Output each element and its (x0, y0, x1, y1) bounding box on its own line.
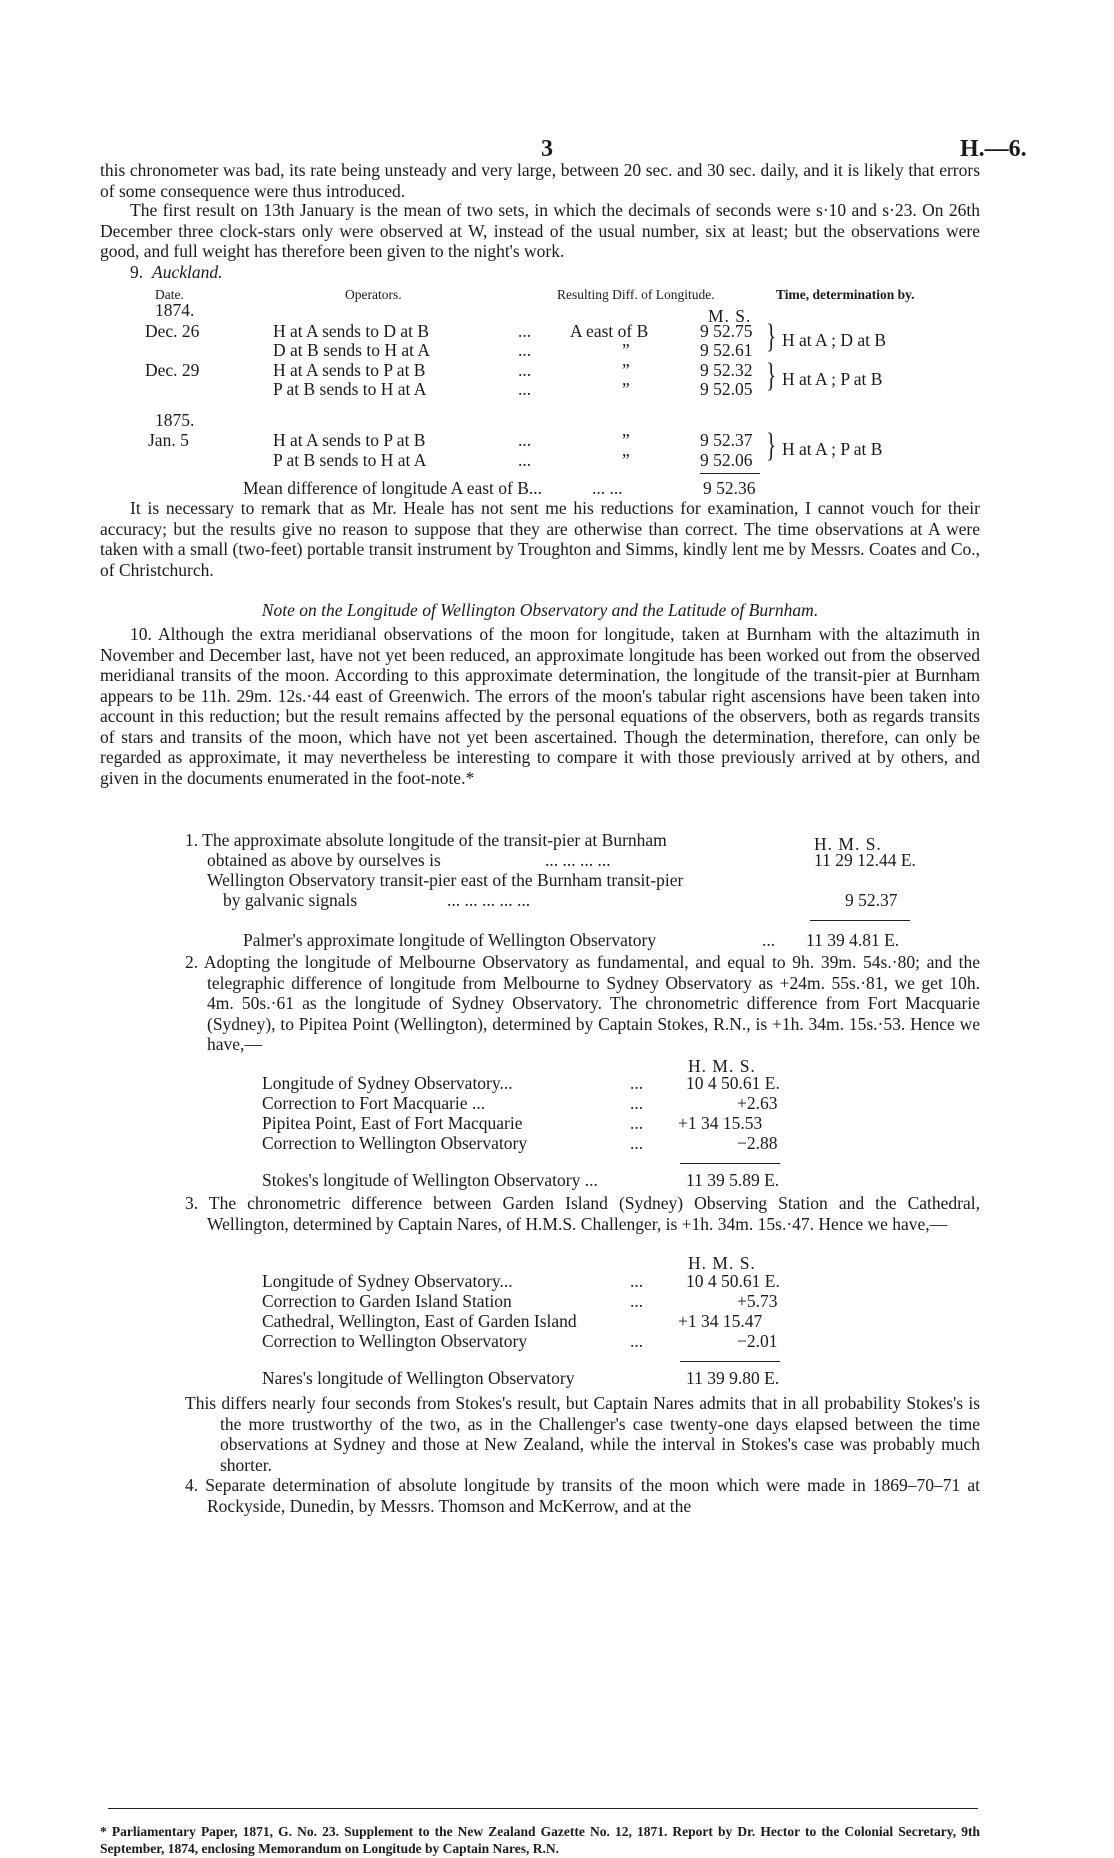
item-1-line: 1. The approximate absolute longitude of the transit-pier at Burnham (185, 830, 667, 850)
row-direction: ” (622, 430, 630, 450)
hms-header: H. M. S. (688, 1056, 756, 1076)
row-operator: D at B sends to H at A (273, 340, 431, 360)
footnote: * Parliamentary Paper, 1871, G. No. 23. Supplement to the New Zealand Gazette No. 12, 1871. Report by Dr. Hector to the Colonial Secretary, 9th September, 1874, enclosing Memorandum on Longitude by Captain Nares, R.N. (100, 1824, 980, 1856)
table-label: Pipitea Point, East of Fort Macquarie (262, 1113, 523, 1133)
row-operator: H at A sends to D at B (273, 321, 430, 341)
row-dots: ... (518, 379, 532, 399)
table-label: Longitude of Sydney Observatory... (262, 1271, 513, 1291)
brace-label: H at A ; D at B (782, 330, 887, 350)
result-label: Stokes's longitude of Wellington Observatory ... (262, 1170, 598, 1190)
footnote-rule (108, 1808, 978, 1809)
col-diff: Resulting Diff. of Longitude. (557, 287, 715, 302)
table-value: −2.01 (737, 1331, 778, 1351)
heale-paragraph: It is necessary to remark that as Mr. Heale has not sent me his reductions for examination, I cannot vouch for their accuracy; but the results give no reason to suppose that they are otherwise than correct. The time observations at A were taken with a small (two-feet) portable transit instrument by Troughton and Simms, kindly lent me by Messrs. Coates and Co., of Christchurch. (100, 498, 980, 580)
table-value: +1 34 15.47 (678, 1311, 763, 1331)
mean-label: Mean difference of longitude A east of B... (243, 478, 543, 498)
row-value: 9 52.05 (700, 379, 753, 399)
item-2-text: 2. Adopting the longitude of Melbourne Observatory as fundamental, and equal to 9h. 39m. 54s.·80; and the telegraphic difference of longitude from Melbourne to Sydney Observatory as +24m. 55s.·81, we get 10h. 4m. 50s.·61 as the longitude of Sydney Observatory. The chronometric difference from Fort Macquarie (Sydney), to Pipitea Point (Wellington), determined by Captain Stokes, R.N., is +1h. 34m. 15s.·53. Hence we have,— (185, 952, 980, 1054)
table-dots: ... (630, 1331, 644, 1351)
item-1-value: 9 52.37 (845, 890, 898, 910)
brace-icon: } (766, 427, 777, 464)
row-direction: ” (622, 450, 630, 470)
row-direction: ” (622, 379, 630, 399)
row-dots: ... (518, 430, 532, 450)
table-dots: ... (630, 1133, 644, 1153)
document-code: H.—6. (960, 136, 1027, 162)
table-value: 10 4 50.61 E. (686, 1271, 780, 1291)
result-dots: ... (762, 930, 776, 950)
paragraph-10: 10. Although the extra meridianal observations of the moon for longitude, taken at Burnham with the altazimuth in November and December last, have not yet been reduced, an approximate longitude has been worked out from the observed meridianal transits of the moon. According to this approximate determination, the longitude of the transit-pier at Burnham appears to be 11h. 29m. 12s.·44 east of Greenwich. The errors of the moon's tabular right ascensions have been taken into account in this reduction; but the result remains affected by the personal equations of the observers, both as regards transits of stars and transits of the moon, which have not yet been ascertained. Though the determination, therefore, can only be regarded as approximate, it may nevertheless be interesting to compare it with those previously arrived at by others, and given in the documents enumerated in the foot-note.* (100, 624, 980, 788)
row-operator: H at A sends to P at B (273, 430, 426, 450)
row-date: 1874. (155, 300, 195, 320)
row-date: Jan. 5 (148, 430, 189, 450)
result-value: 11 39 5.89 E. (686, 1170, 780, 1190)
col-time: Time, determination by. (776, 287, 915, 302)
row-direction: ” (622, 360, 630, 380)
row-value: 9 52.37 (700, 430, 753, 450)
page-number: 3 (541, 136, 553, 162)
table-value: −2.88 (737, 1133, 778, 1153)
item-1-line: Wellington Observatory transit-pier east of the Burnham transit-pier (207, 870, 684, 890)
brace-label: H at A ; P at B (782, 369, 883, 389)
table-dots: ... (630, 1271, 644, 1291)
table-label: Longitude of Sydney Observatory... (262, 1073, 513, 1093)
result-value: 11 39 9.80 E. (686, 1368, 780, 1388)
row-operator: P at B sends to H at A (273, 379, 427, 399)
table-value: 10 4 50.61 E. (686, 1073, 780, 1093)
table-label: Cathedral, Wellington, East of Garden Island (262, 1311, 577, 1331)
item-1-value: 11 29 12.44 E. (814, 850, 916, 870)
sum-rule (700, 473, 760, 474)
row-value: 9 52.61 (700, 340, 753, 360)
row-dots: ... (518, 321, 532, 341)
mean-dots: ... ... (592, 478, 623, 498)
row-operator: H at A sends to P at B (273, 360, 426, 380)
result-label: Nares's longitude of Wellington Observatory (262, 1368, 575, 1388)
row-operator: P at B sends to H at A (273, 450, 427, 470)
item-4-text: 4. Separate determination of absolute longitude by transits of the moon which were made in 1869–70–71 at Rockyside, Dunedin, by Messrs. Thomson and McKerrow, and at the (185, 1475, 980, 1516)
mean-value: 9 52.36 (703, 478, 756, 498)
row-value: 9 52.32 (700, 360, 753, 380)
sum-rule (680, 1361, 780, 1362)
sum-rule (680, 1163, 780, 1164)
row-dots: ... (518, 450, 532, 470)
item-1-line: obtained as above by ourselves is (207, 850, 441, 870)
item-1-line: by galvanic signals (223, 890, 358, 910)
table-dots: ... (630, 1113, 644, 1133)
table-dots: ... (630, 1093, 644, 1113)
table-value: +5.73 (737, 1291, 778, 1311)
row-dots: ... (518, 360, 532, 380)
table-value: +1 34 15.53 (678, 1113, 763, 1133)
section-9-number: 9. (130, 262, 144, 282)
table-dots: ... (630, 1073, 644, 1093)
row-date: Dec. 29 (145, 360, 200, 380)
row-date: Dec. 26 (145, 321, 200, 341)
brace-label: H at A ; P at B (782, 439, 883, 459)
item-1-dots: ... ... ... ... (545, 850, 611, 870)
table-dots: ... (630, 1291, 644, 1311)
hms-header: H. M. S. (688, 1253, 756, 1273)
row-value: 9 52.75 (700, 321, 753, 341)
col-ms: M. S. (708, 306, 752, 326)
result-value: 11 39 4.81 E. (806, 930, 900, 950)
intro-paragraph-2: The first result on 13th January is the mean of two sets, in which the decimals of seconds were s·10 and s·23. On 26th December three clock-stars only were observed at W, instead of the usual number, six at least; but the observations were good, and full weight has therefore been given to the night's work. (100, 200, 980, 261)
brace-icon: } (766, 318, 777, 355)
hms-header: H. M. S. (814, 834, 882, 854)
row-value: 9 52.06 (700, 450, 753, 470)
col-operators: Operators. (345, 287, 402, 302)
row-dots: ... (518, 340, 532, 360)
row-direction: A east of B (570, 321, 649, 341)
table-label: Correction to Fort Macquarie ... (262, 1093, 486, 1113)
brace-icon: } (766, 357, 777, 394)
table-label: Correction to Garden Island Station (262, 1291, 512, 1311)
intro-paragraph-1: this chronometer was bad, its rate being unsteady and very large, between 20 sec. and 30 sec. daily, and it is likely that errors of some consequence were thus introduced. (100, 160, 980, 201)
item-3-text: 3. The chronometric difference between Garden Island (Sydney) Observing Station and the Cathedral, Wellington, determined by Captain Nares, of H.M.S. Challenger, is +1h. 34m. 15s.·47. Hence we have,— (185, 1193, 980, 1234)
table-label: Correction to Wellington Observatory (262, 1331, 528, 1351)
result-label: Palmer's approximate longitude of Wellington Observatory (243, 930, 657, 950)
row-direction: ” (622, 340, 630, 360)
item-1-dots: ... ... ... ... ... (447, 890, 531, 910)
table-label: Correction to Wellington Observatory (262, 1133, 528, 1153)
row-date: 1875. (155, 410, 195, 430)
col-date: Date. (155, 287, 184, 302)
section-9-title: Auckland. (152, 262, 223, 282)
table-value: +2.63 (737, 1093, 778, 1113)
note-title: Note on the Longitude of Wellington Observatory and the Latitude of Burnham. (261, 600, 819, 620)
sum-rule (810, 920, 910, 921)
nares-paragraph: This differs nearly four seconds from Stokes's result, but Captain Nares admits that in all probability Stokes's is the more trustworthy of the two, as in the Challenger's case twenty-one days elapsed between the time observations at Sydney and those at New Zealand, while the interval in Stokes's case was probably much shorter. (185, 1393, 980, 1475)
